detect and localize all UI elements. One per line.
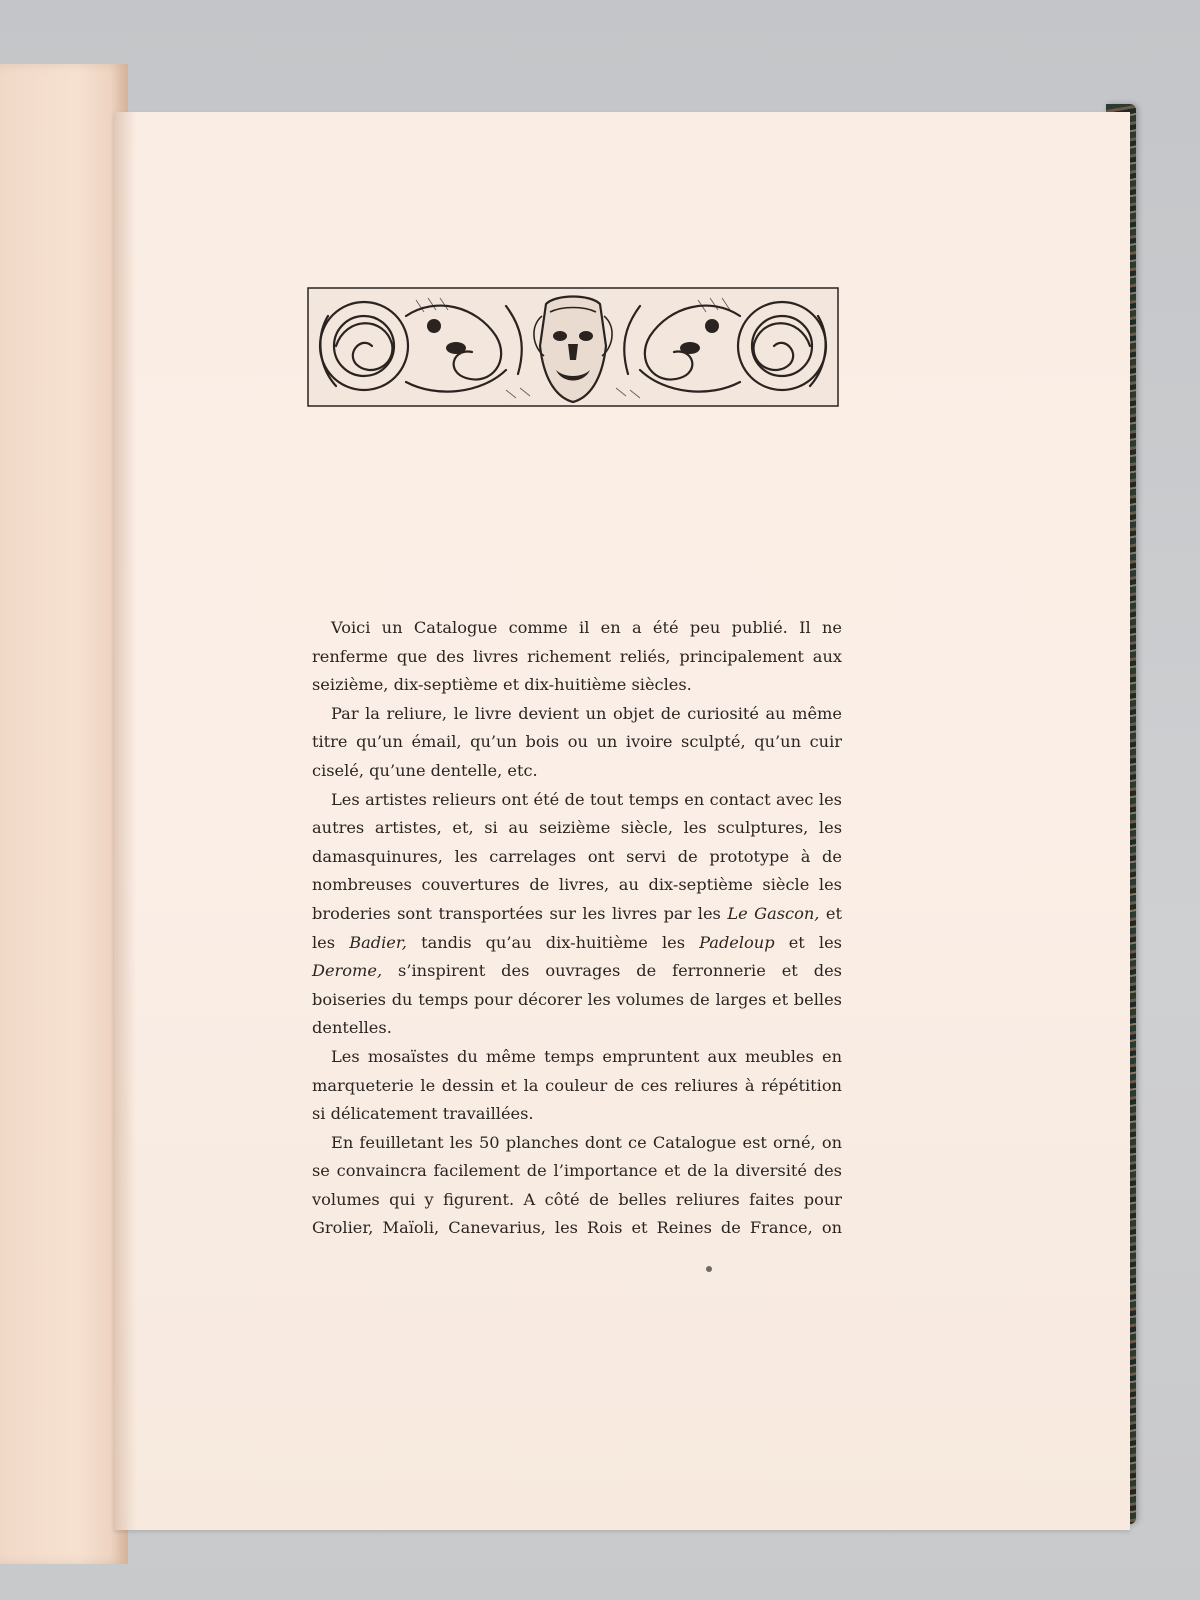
paragraph-3 (312, 786, 842, 1043)
paragraph-2: Par la reliure, le livre devient un objet de curiosité au même titre qu’un émail, qu’un bois ou un ivoire sculpté, qu’un cuir ciselé, qu’une dentelle, etc. (312, 703, 842, 780)
paragraph-1: Voici un Catalogue comme il en a été peu publié. Il ne renferme que des livres richement reliés, principalement aux seizième, dix-septième et dix-huitième siècles. (312, 618, 842, 695)
paragraph-3-segment: Les artistes relieurs ont été de tout temps en contact avec les autres artistes, et, si au seizième siècle, les sculptures, les damasquinures, les carrelages ont servi de prototype à de nombreuses couvertures de livres, au dix-septième siècle les broderies sont transportées sur les livres par les (312, 789, 842, 923)
body-text (312, 614, 842, 1243)
paragraph-3-italic-name: Badier, (349, 932, 407, 952)
paragraph-3-segment: tandis qu’au dix-huitième les (406, 932, 700, 952)
gutter-shadow (114, 112, 136, 1530)
paragraph-3-segment: et les (312, 903, 843, 952)
paragraph-3-italic-name: Derome, (312, 961, 383, 981)
paragraph-3-segment: s’inspirent des ouvrages de ferronnerie et des boiseries du temps pour décorer les volumes de larges et belles dentelles. (312, 961, 842, 1038)
paragraph-3-italic-name: Le Gascon, (727, 903, 820, 923)
paragraph-3-italic-name: Padeloup (699, 932, 775, 952)
paragraph-4: Les mosaïstes du même temps empruntent aux meubles en marqueterie le dessin et la couleur de ces reliures à répétition si délicatement travaillées. (312, 1046, 842, 1124)
grotesque-mask-scroll-ornament-icon (306, 286, 840, 412)
paragraph-5: En feuilletant les 50 planches dont ce Catalogue est orné, on se convaincra facilement de l’importance et de la diversité des volumes qui y figurent. A côté de belles reliures faites pour Grolier, Maïoli, Canevarius, les Rois et Reines de France, on (312, 1132, 842, 1238)
left-page-edge (0, 64, 128, 1564)
paragraph-3-segment: et les (774, 932, 842, 952)
paper-speck (706, 1266, 712, 1272)
